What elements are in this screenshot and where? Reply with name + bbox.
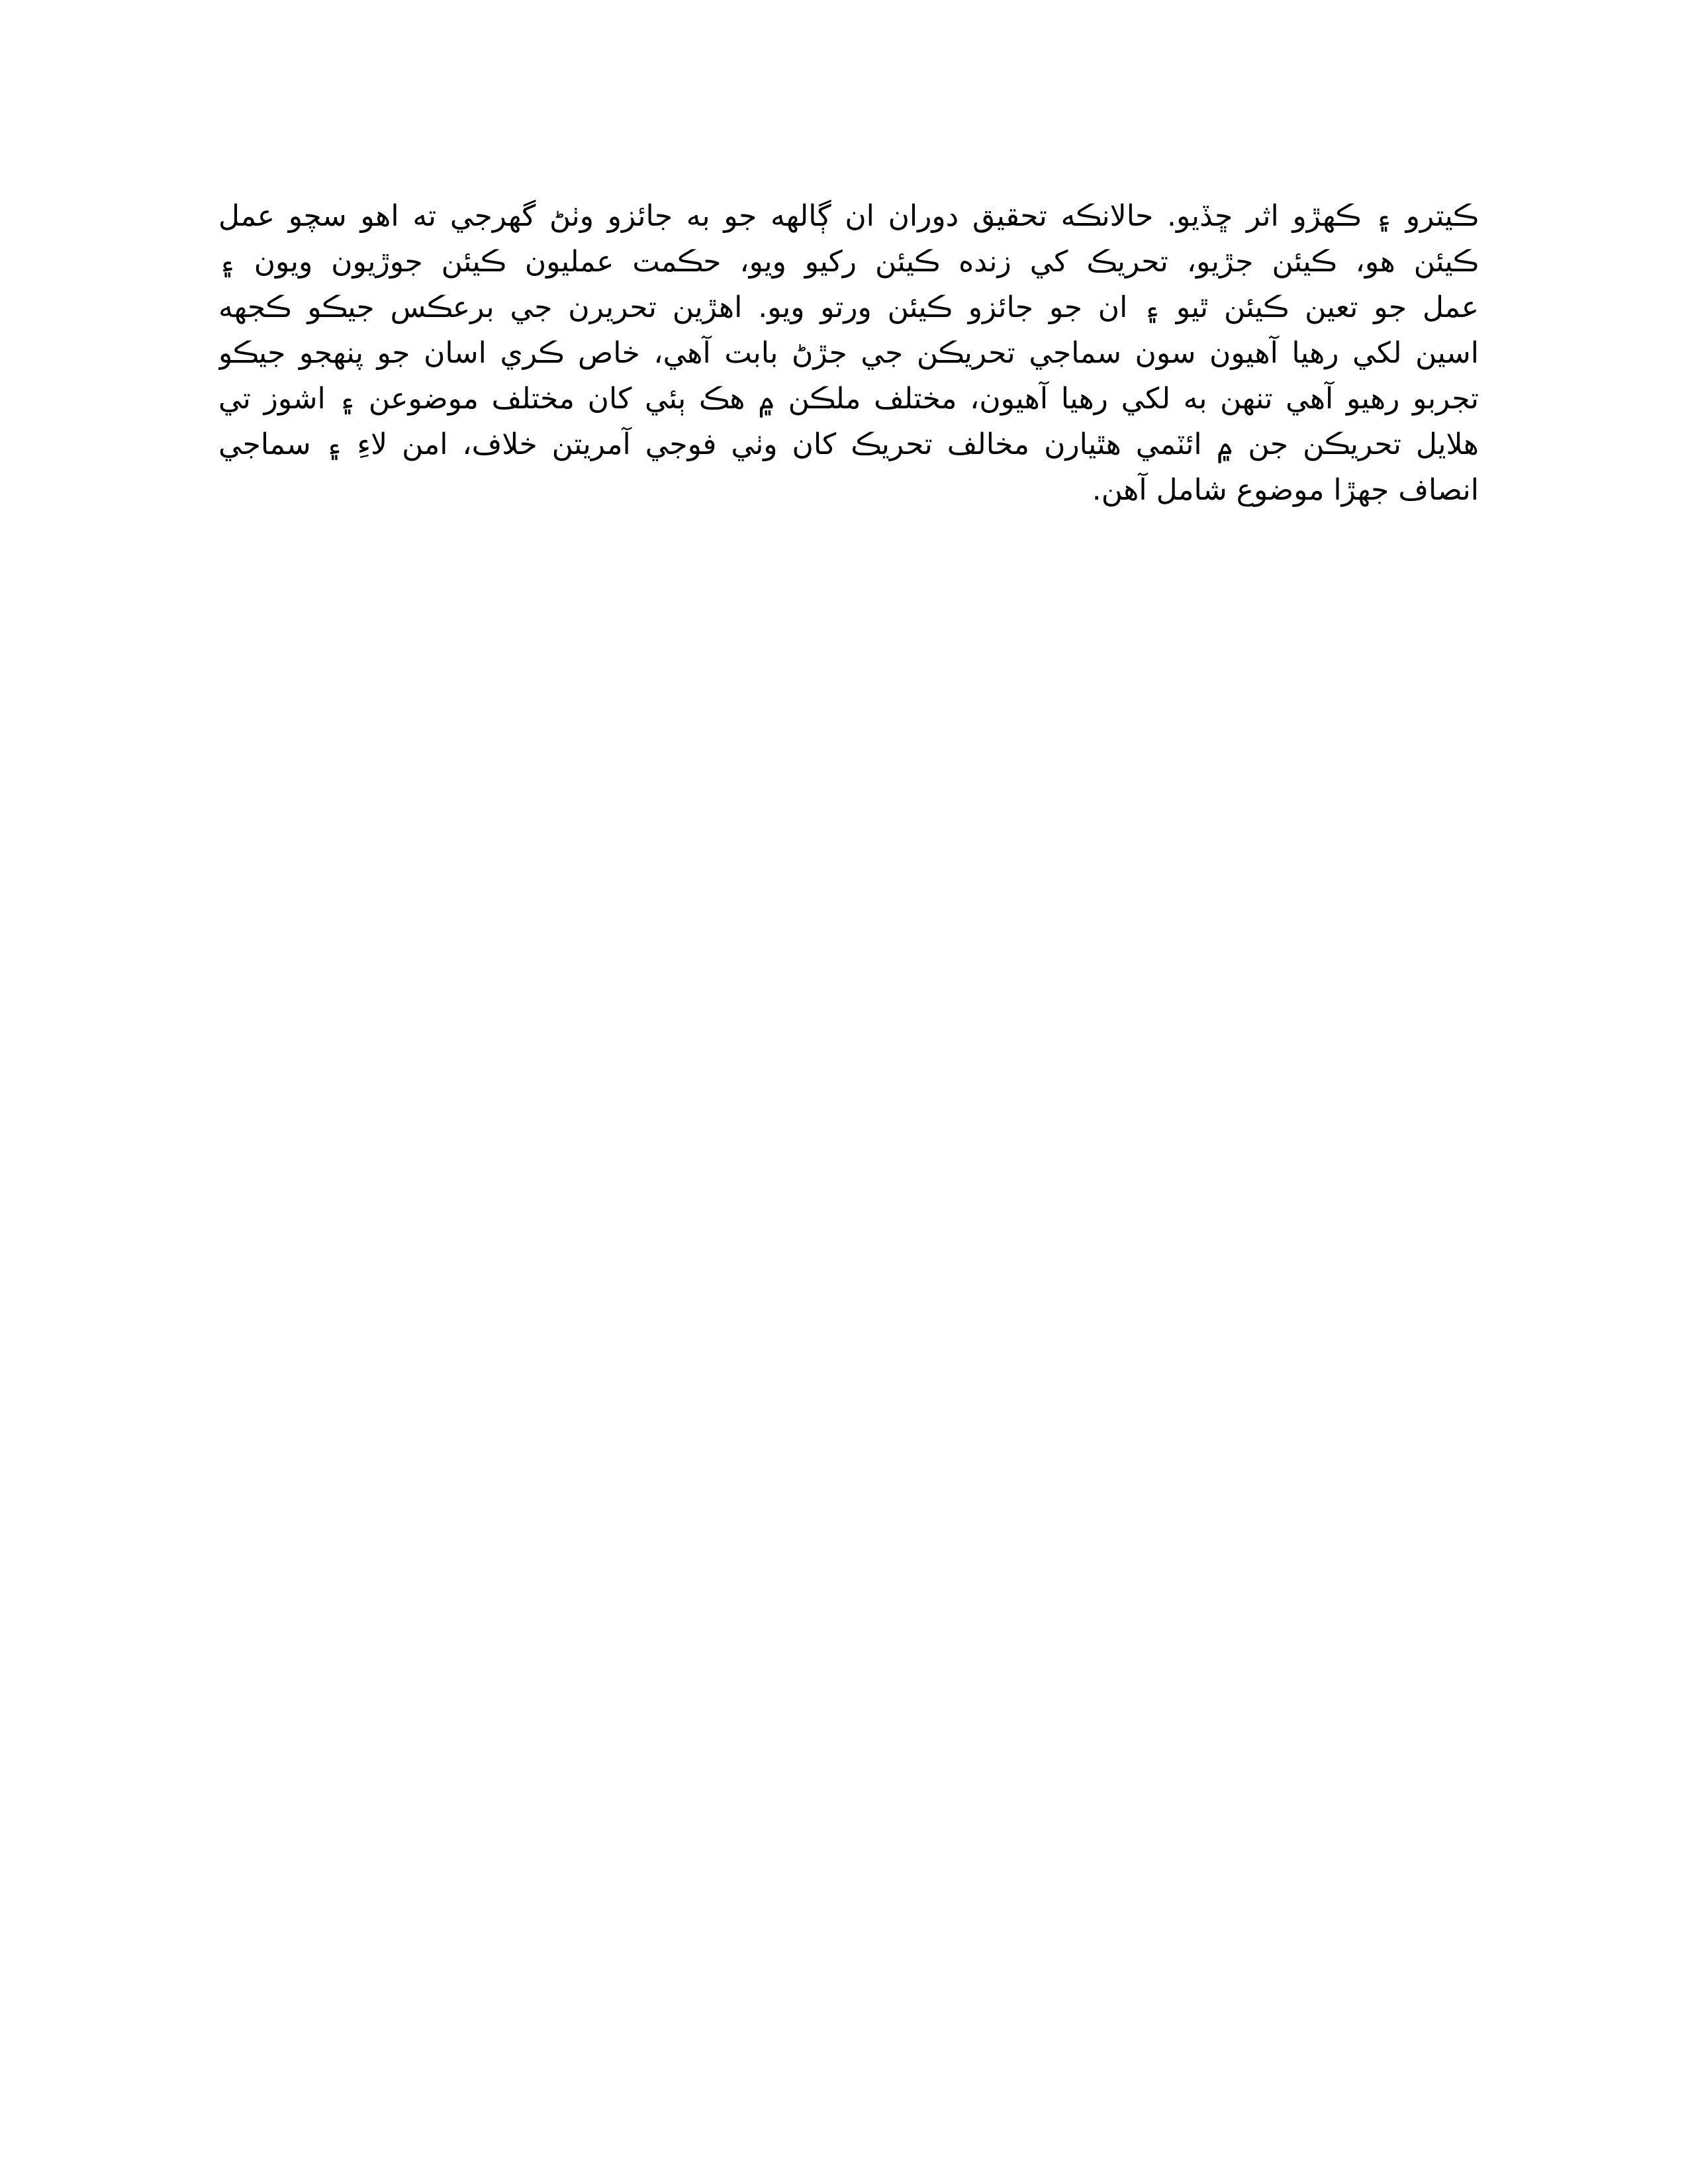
paragraph-line: عمل جو تعين ڪيئن ٿيو ۽ ان جو جائزو ڪيئن ورتو ويو. اهڙين تحريرن جي برعڪس جيڪو ڪجهه xyxy=(218,291,1479,324)
body-paragraph xyxy=(218,193,1479,513)
paragraph-line: ڪيترو ۽ ڪهڙو اثر ڇڏيو. حالانڪه تحقيق دوران ان ڳالهه جو به جائزو وٺڻ گهرجي ته اهو سچو عمل xyxy=(218,199,1479,233)
paragraph-line: اسين لکي رهيا آهيون سون سماجي تحريڪن جي جڙڻ بابت آهي، خاص ڪري اسان جو پنهجو جيڪو xyxy=(218,336,1479,370)
paragraph-line: انصاف جهڙا موضوع شامل آهن. xyxy=(1092,473,1479,507)
paragraph-line: هلايل تحريڪن جن ۾ ائٽمي هٿيارن مخالف تحريڪ کان وٺي فوجي آمريتن خلاف، امن لاءِ ۽ سماجي xyxy=(218,428,1479,461)
paragraph-line: ڪيئن هو، ڪيئن جڙيو، تحريڪ کي زنده ڪيئن رکيو ويو، حڪمت عمليون ڪيئن جوڙيون ويون ۽ xyxy=(218,245,1479,279)
paragraph-line: تجربو رهيو آهي تنهن به لکي رهيا آهيون، مختلف ملڪن ۾ هڪ ٻئي کان مختلف موضوعن ۽ اشوز تي xyxy=(218,382,1479,416)
